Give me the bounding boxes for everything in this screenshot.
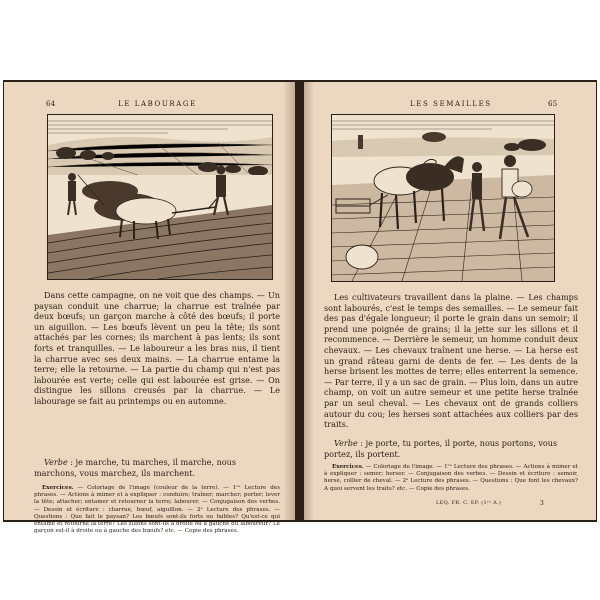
plowing-scene-image: [48, 115, 272, 279]
running-head: LES SEMAILLES: [410, 100, 492, 108]
exercises-block: [324, 464, 578, 493]
page-number: 64: [46, 100, 56, 108]
exercises-block: [34, 485, 280, 535]
verb-conjugation: [34, 457, 280, 478]
verb-label: Verbe: [44, 457, 68, 467]
exercises-text: — Coloriage de l'image. — 1ʳᵉ Lecture des phrases. — Actions à mimer et à expliquer : semer; herser. — Conjugaison des verbes. — Dessin et écriture : semoir, herse, collier de cheval. — 2ᵉ Lecture des phrases. — Questions : Que font les chevaux? A quoi servent les traits? etc. — Copie des phrases.: [324, 464, 578, 492]
exercises-text: — Coloriage de l'image (couleur de la terre). — 1ʳᵉ Lecture des phrases. — Actions à mimer et à expliquer : conduire; traîner; marcher; porter; lever la tête; attacher; entamer et retourner la terre; labourer. — Conjugaison des verbes. — Dessin et écriture : charrue, bœuf, aiguillon. — 2ᵉ Lecture des phrases. — Questions : Que fait le paysan? Les bœufs sont-ils forts ou faibles? Qu'est-ce qui entame et retourne la terre? Les sillons sont-ils à droite ou à gauche du laboureur? Le garçon est-il à droite ou à gauche des bœufs? etc. — Copie des phrases.: [34, 485, 280, 535]
lesson-paragraph: Les cultivateurs travaillent dans la plaine. — Les champs sont labourés, c'est le temps des semailles. — Le semeur fait des pas d'égale longueur; il porte le grain dans un semoir; il prend une poignée de grains; il la jette sur les sillons et il recommence. — Derrière le semeur, un homme conduit deux chevaux. — Les chevaux traînent une herse. — La herse est un grand râteau garni de dents de fer. — Les dents de la herse brisent les mottes de terre; elles enterrent la semence. — Par terre, il y a un sac de grain. — Plus loin, dans un autre champ, on voit un autre semeur et une petite herse traînée par un seul cheval. — Les chevaux ont de grands colliers autour du cou; les herses sont attachées aux colliers par des traits.: [324, 292, 578, 430]
gutter-shadow: [304, 82, 314, 520]
running-head: LE LABOURAGE: [118, 100, 197, 108]
signature-number: 3: [540, 500, 545, 507]
gutter-shadow: [283, 82, 295, 520]
exercises-label: Exercices.: [332, 464, 364, 470]
verb-label: Verbe: [334, 438, 358, 448]
sowing-illustration: [331, 114, 555, 282]
verb-conjugation: [324, 438, 578, 459]
exercises-label: Exercices.: [42, 485, 74, 491]
verb-text: : je porte, tu portes, il porte, nous portons, vous portez, ils portent.: [324, 438, 558, 459]
lesson-paragraph: Dans cette campagne, on ne voit que des champs. — Un paysan conduit une charrue; la charrue est traînée par deux bœufs; un garçon marche à côté des bœufs; il porte un aiguillon. — Les bœufs lèvent un peu la tête; ils sont attachés par les cornes; ils marchent à pas lents; ils sont forts et tranquilles. — Le laboureur a les bras nus, il tient la charrue avec ses deux mains. — La charrue entame la terre; elle la retourne. — La partie du champ qui n'est pas labourée est verte; celle qui est labourée est grise. — On distingue les sillons creusés par la charrue. — Le labourage se fait au printemps ou en automne.: [34, 290, 280, 406]
page-number: 65: [548, 100, 558, 108]
printer-signature: LEQ. FR. C. EP. (1ʳᵉ A.): [436, 500, 502, 506]
right-page: [304, 82, 596, 520]
left-page: [4, 82, 295, 535]
plowing-illustration: [47, 114, 273, 280]
verb-text: : je marche, tu marches, il marche, nous marchons, vous marchez, ils marchent.: [34, 457, 237, 478]
sowing-scene-image: [332, 115, 554, 281]
